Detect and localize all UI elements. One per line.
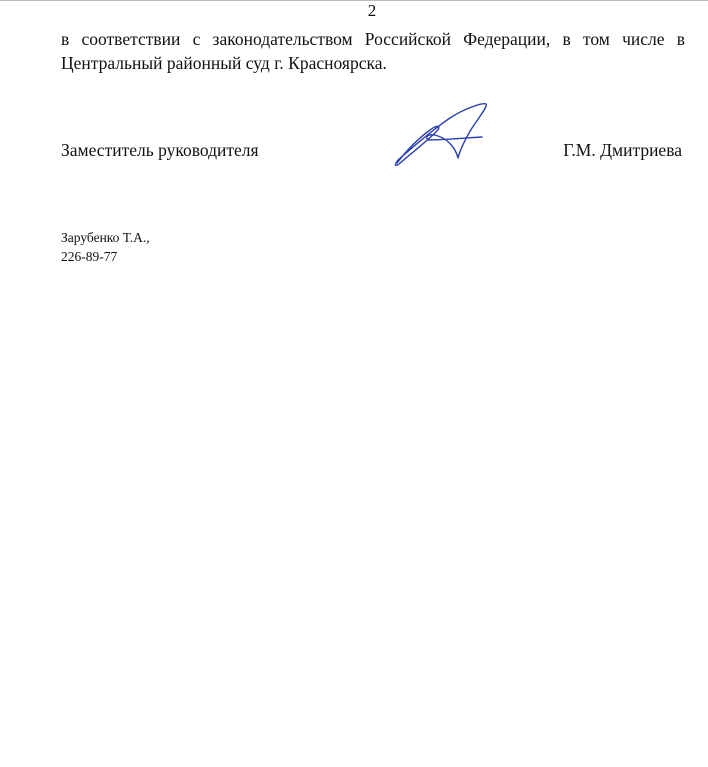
handwritten-signature: [390, 96, 500, 170]
body-line-2: Центральный районный суд г. Красноярска.: [61, 53, 387, 73]
executor-phone: 226-89-77: [61, 249, 118, 264]
signer-name: Г.М. Дмитриева: [563, 140, 682, 160]
executor-name: Зарубенко Т.А.,: [61, 230, 150, 245]
executor-info: [61, 228, 150, 266]
page-number: 2: [367, 1, 377, 20]
body-line-1: в соответствии с законодательством Российской Федерации, в том числе в: [61, 29, 685, 49]
body-paragraph: [61, 27, 685, 75]
signer-position-title: Заместитель руководителя: [61, 140, 259, 160]
